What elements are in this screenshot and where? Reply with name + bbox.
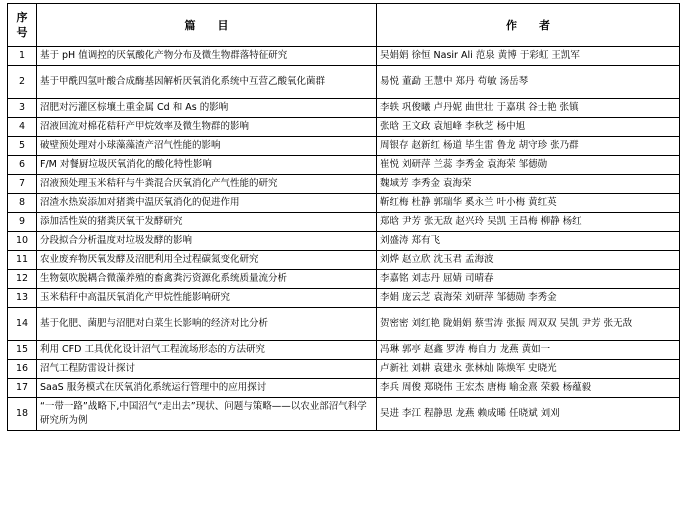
row-number: 2 bbox=[8, 66, 37, 99]
row-number: 4 bbox=[8, 118, 37, 137]
table-row bbox=[8, 118, 680, 137]
paper-title: 沼液预处理玉米秸秆与牛粪混合厌氧消化产气性能的研究 bbox=[37, 175, 377, 194]
row-number: 11 bbox=[8, 251, 37, 270]
paper-title: 分段拟合分析温度对垃圾发酵的影响 bbox=[37, 232, 377, 251]
paper-title: 玉米秸秆中高温厌氧消化产甲烷性能影响研究 bbox=[37, 289, 377, 308]
row-number: 6 bbox=[8, 156, 37, 175]
row-number: 8 bbox=[8, 194, 37, 213]
paper-authors: 李嘉铭 刘志丹 屈婧 司晴春 bbox=[377, 270, 680, 289]
header-title: 篇 目 bbox=[37, 4, 377, 47]
paper-authors: 魏域芳 李秀金 袁海荣 bbox=[377, 175, 680, 194]
paper-authors: 吴进 李江 程静思 龙燕 赖成晞 任晓斌 刘刈 bbox=[377, 398, 680, 431]
row-number: 9 bbox=[8, 213, 37, 232]
paper-authors: 冯琳 郭亭 赵鑫 罗涛 梅自力 龙燕 黄如一 bbox=[377, 341, 680, 360]
table-row bbox=[8, 360, 680, 379]
paper-title: “一带一路”战略下,中国沼气“走出去”现状、问题与策略——以农业部沼气科学研究所为例 bbox=[37, 398, 377, 431]
table-row bbox=[8, 251, 680, 270]
row-number: 18 bbox=[8, 398, 37, 431]
table-body bbox=[8, 47, 680, 431]
paper-authors: 刘盛涛 郑有飞 bbox=[377, 232, 680, 251]
header-number-line1: 序 bbox=[16, 11, 28, 24]
row-number: 7 bbox=[8, 175, 37, 194]
table-row bbox=[8, 379, 680, 398]
header-number bbox=[8, 4, 37, 47]
row-number: 16 bbox=[8, 360, 37, 379]
paper-authors: 李兵 周俊 郑晓伟 王宏杰 唐梅 喻金熹 荣毅 杨蕴毅 bbox=[377, 379, 680, 398]
paper-title: SaaS 服务模式在厌氧消化系统运行管理中的应用探讨 bbox=[37, 379, 377, 398]
table-row bbox=[8, 99, 680, 118]
row-number: 1 bbox=[8, 47, 37, 66]
paper-title: 添加活性炭的猪粪厌氧干发酵研究 bbox=[37, 213, 377, 232]
paper-authors: 刘烨 赵立欣 沈玉君 孟海波 bbox=[377, 251, 680, 270]
row-number: 10 bbox=[8, 232, 37, 251]
paper-title: 沼渣水热炭添加对猪粪中温厌氧消化的促进作用 bbox=[37, 194, 377, 213]
paper-authors: 吴娟娟 徐恒 Nasir Ali 范泉 黄博 于彩虹 王凯军 bbox=[377, 47, 680, 66]
paper-title: F/M 对餐厨垃圾厌氧消化的酸化特性影响 bbox=[37, 156, 377, 175]
paper-authors: 周银存 赵新红 杨道 毕生雷 鲁龙 胡守珍 张乃群 bbox=[377, 137, 680, 156]
paper-authors: 张晗 王文政 袁旭峰 李秋芝 杨中旭 bbox=[377, 118, 680, 137]
paper-authors: 贺密密 刘红艳 陇娟娟 蔡雪涛 张振 周双双 吴凯 尹芳 张无敌 bbox=[377, 308, 680, 341]
row-number: 13 bbox=[8, 289, 37, 308]
header-authors: 作 者 bbox=[377, 4, 680, 47]
paper-title: 生物氨吹脱耦合微藻养殖的畜禽粪污资源化系统质量流分析 bbox=[37, 270, 377, 289]
row-number: 17 bbox=[8, 379, 37, 398]
table-row bbox=[8, 137, 680, 156]
table-row bbox=[8, 156, 680, 175]
table-row bbox=[8, 289, 680, 308]
row-number: 5 bbox=[8, 137, 37, 156]
paper-authors: 靳红梅 杜静 郭瑞华 奚永兰 叶小梅 黄红英 bbox=[377, 194, 680, 213]
paper-authors: 李轶 巩俊曦 卢丹妮 曲世壮 于嘉琪 谷士艳 张镇 bbox=[377, 99, 680, 118]
table-row bbox=[8, 270, 680, 289]
table-row bbox=[8, 213, 680, 232]
paper-title: 沼肥对污灌区棕壤土重金属 Cd 和 As 的影响 bbox=[37, 99, 377, 118]
table-row bbox=[8, 194, 680, 213]
paper-title: 基于化肥、菌肥与沼肥对白菜生长影响的经济对比分析 bbox=[37, 308, 377, 341]
header-row bbox=[8, 4, 680, 47]
paper-title: 基于 pH 值调控的厌氧酸化产物分布及微生物群落特征研究 bbox=[37, 47, 377, 66]
row-number: 3 bbox=[8, 99, 37, 118]
paper-authors: 郑晗 尹芳 张无敌 赵兴玲 吴凯 王昌梅 柳静 杨红 bbox=[377, 213, 680, 232]
paper-title: 利用 CFD 工具优化设计沼气工程流场形态的方法研究 bbox=[37, 341, 377, 360]
table-row bbox=[8, 341, 680, 360]
paper-title: 农业废弃物厌氧发酵及沼肥利用全过程碳氮变化研究 bbox=[37, 251, 377, 270]
paper-title: 基于甲酰四氢叶酸合成酶基因解析厌氧消化系统中互营乙酸氧化菌群 bbox=[37, 66, 377, 99]
header-number-line2: 号 bbox=[16, 26, 28, 39]
paper-authors: 卢新社 刘耕 袁建永 张林灿 陈焕军 史晓光 bbox=[377, 360, 680, 379]
paper-title: 沼液回流对棉花秸秆产甲烷效率及微生物群的影响 bbox=[37, 118, 377, 137]
paper-authors: 崔悦 刘研萍 兰蕊 李秀金 袁海荣 邹德勋 bbox=[377, 156, 680, 175]
row-number: 12 bbox=[8, 270, 37, 289]
paper-title: 破壁预处理对小球藻藻渣产沼气性能的影响 bbox=[37, 137, 377, 156]
table-row bbox=[8, 232, 680, 251]
table-row bbox=[8, 308, 680, 341]
table-row bbox=[8, 66, 680, 99]
paper-authors: 李娟 庞云芝 袁海荣 刘研萍 邹德勋 李秀金 bbox=[377, 289, 680, 308]
table-of-contents bbox=[7, 3, 680, 431]
table-row bbox=[8, 175, 680, 194]
row-number: 14 bbox=[8, 308, 37, 341]
paper-authors: 易悦 董勐 王慧中 郑丹 苟敏 汤岳琴 bbox=[377, 66, 680, 99]
table-row bbox=[8, 398, 680, 431]
table-row bbox=[8, 47, 680, 66]
paper-title: 沼气工程防雷设计探讨 bbox=[37, 360, 377, 379]
row-number: 15 bbox=[8, 341, 37, 360]
